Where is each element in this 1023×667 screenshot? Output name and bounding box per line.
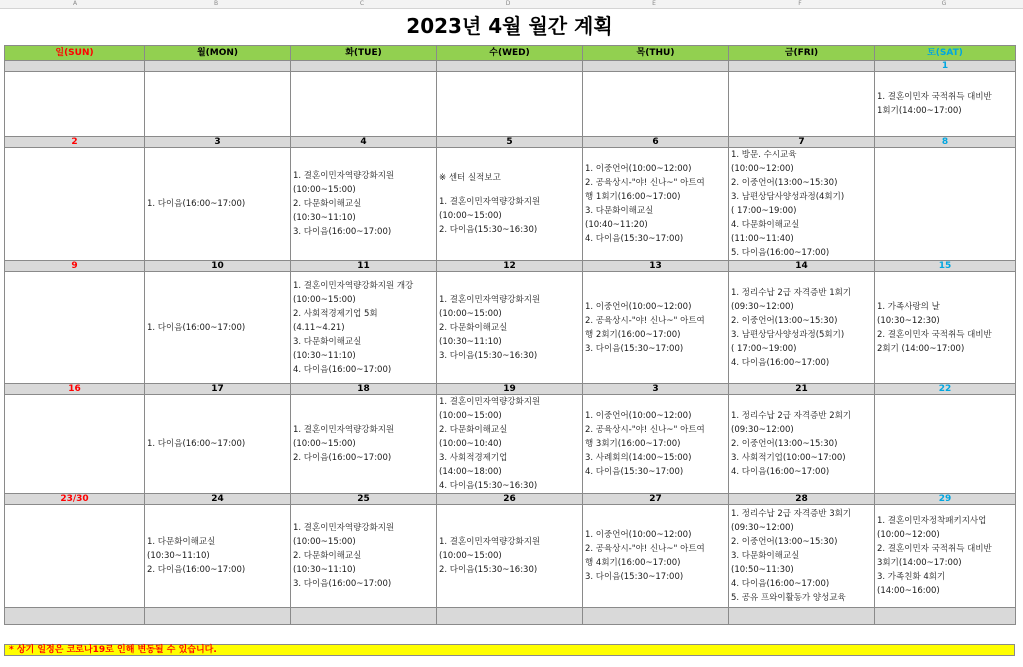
date-number-cell[interactable]: 5	[437, 137, 583, 148]
event-line: 1. 결혼이민자역량강화지원	[293, 523, 395, 533]
date-number-cell[interactable]: 3	[145, 137, 291, 148]
event-cell[interactable]	[729, 505, 875, 608]
event-line: (10:00~15:00)	[439, 411, 502, 421]
event-line: (10:00~15:00)	[293, 537, 356, 547]
event-line: 2. 다이음(16:00~17:00)	[293, 453, 392, 463]
event-line: (10:40~11:20)	[585, 220, 648, 230]
event-cell[interactable]	[5, 272, 145, 384]
event-line: (10:00~15:00)	[293, 439, 356, 449]
date-number-cell[interactable]	[583, 61, 729, 72]
date-number-cell[interactable]: 21	[729, 384, 875, 395]
event-line: 3. 다이음(15:30~16:30)	[439, 350, 538, 361]
event-cell[interactable]	[145, 148, 291, 261]
event-line: 1. 결혼이민자역량강화지원	[439, 294, 541, 305]
weekday-header-cell[interactable]: 화(TUE)	[291, 46, 437, 61]
event-line: 2. 이중언어(13:00~15:30)	[731, 537, 838, 547]
event-line: 3. 다문화이해교실	[585, 206, 654, 216]
date-number-cell[interactable]: 27	[583, 494, 729, 505]
event-line: 3회기(14:00~17:00)	[877, 558, 962, 568]
event-row	[5, 148, 1016, 261]
date-number-cell[interactable]: 9	[5, 261, 145, 272]
event-line: 1. 다이음(16:00~17:00)	[147, 322, 246, 333]
event-cell[interactable]	[291, 505, 437, 608]
event-line: 1. 정리수납 2급 자격증반 1회기	[731, 287, 852, 298]
date-number-cell[interactable]	[729, 61, 875, 72]
date-number-cell[interactable]: 2	[5, 137, 145, 148]
date-number-cell[interactable]: 14	[729, 261, 875, 272]
empty-cell[interactable]	[5, 608, 145, 625]
event-cell[interactable]	[437, 272, 583, 384]
date-number-cell[interactable]: 3	[583, 384, 729, 395]
event-cell[interactable]	[291, 272, 437, 384]
date-number-cell[interactable]: 8	[875, 137, 1016, 148]
event-line: 4. 다이음(15:30~17:00)	[585, 467, 684, 477]
event-line: (10:00~15:00)	[439, 308, 502, 319]
weekday-header-cell[interactable]: 일(SUN)	[5, 46, 145, 61]
event-line: 3. 남편상담사양성과정(4회기)	[731, 192, 845, 202]
event-cell[interactable]	[437, 395, 583, 494]
date-number-cell[interactable]: 11	[291, 261, 437, 272]
event-line: 1. 다이음(16:00~17:00)	[147, 199, 246, 209]
date-number-cell[interactable]: 26	[437, 494, 583, 505]
date-number-row	[5, 61, 1016, 72]
empty-cell[interactable]	[875, 608, 1016, 625]
event-line: 1. 다문화이해교실	[147, 537, 216, 547]
date-number-cell[interactable]	[145, 61, 291, 72]
date-number-cell[interactable]	[437, 61, 583, 72]
event-line: 3. 사회적기업(10:00~17:00)	[731, 453, 846, 463]
event-cell[interactable]	[5, 395, 145, 494]
event-line: 행 1회기(16:00~17:00)	[585, 192, 681, 202]
event-line: 1. 이중언어(10:00~12:00)	[585, 411, 692, 421]
event-line: ※ 센터 실적보고	[439, 173, 501, 183]
event-line: 1. 결혼이민자정착패키지사업	[877, 516, 987, 526]
event-row	[5, 72, 1016, 137]
date-number-cell[interactable]: 19	[437, 384, 583, 395]
date-number-cell[interactable]: 17	[145, 384, 291, 395]
event-line: 1. 정리수납 2급 자격증반 3회기	[731, 509, 852, 519]
event-cell[interactable]	[291, 148, 437, 261]
event-cell[interactable]	[5, 72, 145, 137]
column-letter: G	[941, 0, 947, 7]
event-row	[5, 272, 1016, 384]
event-line: 2. 이중언어(13:00~15:30)	[731, 439, 838, 449]
event-line: 3. 사회적경제기업	[439, 453, 508, 463]
event-line: 3. 남편상담사양성과정(5회기)	[731, 329, 845, 340]
event-line: 3. 다이음(16:00~17:00)	[293, 579, 392, 589]
empty-cell[interactable]	[583, 608, 729, 625]
date-number-cell[interactable]: 28	[729, 494, 875, 505]
event-line: 2. 공육상시-"야! 신나~" 아트여	[585, 544, 705, 554]
event-line	[439, 185, 582, 195]
event-line: 2. 이중언어(13:00~15:30)	[731, 178, 838, 188]
event-cell[interactable]	[583, 505, 729, 608]
event-line: (10:00~10:40)	[439, 439, 502, 449]
event-line: (10:00~15:00)	[439, 551, 502, 561]
event-cell[interactable]	[145, 72, 291, 137]
event-cell[interactable]	[291, 395, 437, 494]
event-cell[interactable]	[875, 272, 1016, 384]
event-line: 3. 다이음(15:30~17:00)	[585, 343, 684, 354]
notice-banner: * 상기 일정은 코로나19로 인해 변동될 수 있습니다.	[4, 644, 1015, 656]
date-number-row	[5, 261, 1016, 272]
event-row	[5, 505, 1016, 608]
event-line: 4. 다이음(16:00~17:00)	[731, 579, 830, 589]
event-line: 2. 다이음(15:30~16:30)	[439, 565, 538, 575]
event-line: 5. 다이음(16:00~17:00)	[731, 248, 830, 258]
event-line: 1. 이중언어(10:00~12:00)	[585, 164, 692, 174]
event-line: 2. 다문화이해교실	[439, 322, 508, 333]
weekday-header-row	[5, 46, 1016, 61]
event-line: 2. 공육상시-"야! 신나~" 아트여	[585, 178, 705, 188]
event-line: 2. 다이음(15:30~16:30)	[439, 225, 538, 235]
date-number-cell[interactable]: 6	[583, 137, 729, 148]
event-cell[interactable]	[437, 505, 583, 608]
event-line: (10:30~12:30)	[877, 315, 940, 326]
event-line: 3. 다이음(16:00~17:00)	[293, 227, 392, 237]
date-number-cell[interactable]: 12	[437, 261, 583, 272]
event-line: 3. 다문화이해교실	[293, 336, 362, 347]
event-line: 2. 결혼이민자 국적취득 대비반	[877, 329, 992, 340]
event-line: (14:00~18:00)	[439, 467, 502, 477]
event-line: 행 3회기(16:00~17:00)	[585, 439, 681, 449]
event-line: (10:00~12:00)	[731, 164, 794, 174]
event-line: 2. 다문화이해교실	[439, 425, 508, 435]
column-letter: B	[213, 0, 219, 7]
event-line: 1. 결혼이민자역량강화지원	[439, 197, 541, 207]
event-line: (10:30~11:10)	[147, 551, 210, 561]
date-number-cell[interactable]: 22	[875, 384, 1016, 395]
event-cell[interactable]	[437, 72, 583, 137]
event-line: 1. 방문. 수시교육	[731, 150, 797, 160]
event-line: 2. 이중언어(13:00~15:30)	[731, 315, 838, 326]
event-line: (10:00~15:00)	[293, 294, 356, 305]
event-line: 3. 다문화이해교실	[731, 551, 800, 561]
event-line: 2. 공육상시-"야! 신나~" 아트여	[585, 425, 705, 435]
date-number-cell[interactable]: 1	[875, 61, 1016, 72]
event-line: (10:30~11:10)	[293, 350, 356, 361]
event-line: 1. 결혼이민자역량강화지원	[293, 171, 395, 181]
event-line: 2. 공육상시-"야! 신나~" 아트여	[585, 315, 705, 326]
event-line: 1. 다이음(16:00~17:00)	[147, 439, 246, 449]
event-cell[interactable]	[583, 148, 729, 261]
date-number-row	[5, 384, 1016, 395]
empty-cell[interactable]	[437, 608, 583, 625]
date-number-cell[interactable]: 16	[5, 384, 145, 395]
event-line: (10:00~15:00)	[293, 185, 356, 195]
trailing-gray-row	[5, 608, 1016, 625]
event-cell[interactable]	[875, 148, 1016, 261]
event-row	[5, 395, 1016, 494]
event-cell[interactable]	[145, 505, 291, 608]
event-line: 1. 결혼이민자 국적취득 대비반	[877, 92, 992, 102]
date-number-cell[interactable]: 10	[145, 261, 291, 272]
empty-cell[interactable]	[291, 608, 437, 625]
event-line: 5. 공유 프와이활동가 양성교육	[731, 593, 846, 603]
event-cell[interactable]	[291, 72, 437, 137]
event-line: (11:00~11:40)	[731, 234, 794, 244]
event-line: (09:30~12:00)	[731, 425, 794, 435]
event-line: 3. 가족친화 4회기	[877, 572, 946, 582]
event-line: 4. 다이음(16:00~17:00)	[731, 467, 830, 477]
event-cell[interactable]	[729, 395, 875, 494]
date-number-cell[interactable]: 18	[291, 384, 437, 395]
event-line: 2. 다이음(16:00~17:00)	[147, 565, 246, 575]
date-number-cell[interactable]: 23/30	[5, 494, 145, 505]
date-number-row	[5, 137, 1016, 148]
event-line: 2회기 (14:00~17:00)	[877, 343, 965, 354]
column-letter: E	[652, 0, 656, 7]
event-line: (10:00~12:00)	[877, 530, 940, 540]
event-line: 1. 결혼이민자역량강화지원	[439, 537, 541, 547]
event-line: 3. 사례회의(14:00~15:00)	[585, 453, 692, 463]
event-cell[interactable]	[729, 72, 875, 137]
weekday-header-cell[interactable]: 토(SAT)	[875, 46, 1016, 61]
event-line: 4. 다이음(15:30~16:30)	[439, 481, 538, 491]
event-cell[interactable]	[583, 272, 729, 384]
event-line: 1. 결혼이민자역량강화지원	[293, 425, 395, 435]
empty-cell[interactable]	[145, 608, 291, 625]
page-title: 2023년 4월 월간 계획	[406, 14, 613, 38]
event-cell[interactable]	[875, 505, 1016, 608]
event-cell[interactable]	[875, 72, 1016, 137]
column-letter: C	[359, 0, 365, 7]
event-line: 2. 다문화이해교실	[293, 199, 362, 209]
event-cell[interactable]	[145, 395, 291, 494]
event-cell[interactable]	[145, 272, 291, 384]
date-number-cell[interactable]	[291, 61, 437, 72]
event-line: (10:30~11:10)	[439, 336, 502, 347]
event-line: 4. 다문화이해교실	[731, 220, 800, 230]
event-line: ( 17:00~19:00)	[731, 206, 797, 216]
event-line: (10:30~11:10)	[293, 565, 356, 575]
event-line: (09:30~12:00)	[731, 523, 794, 533]
event-cell[interactable]	[5, 505, 145, 608]
date-number-cell[interactable]: 25	[291, 494, 437, 505]
date-number-cell[interactable]	[5, 61, 145, 72]
date-number-cell[interactable]: 13	[583, 261, 729, 272]
date-number-cell[interactable]: 7	[729, 137, 875, 148]
event-line: (09:30~12:00)	[731, 301, 794, 312]
empty-cell[interactable]	[729, 608, 875, 625]
weekday-header-cell[interactable]: 수(WED)	[437, 46, 583, 61]
weekday-header-cell[interactable]: 목(THU)	[583, 46, 729, 61]
event-line: 4. 다이음(16:00~17:00)	[293, 364, 392, 375]
event-line: 3. 다이음(15:30~17:00)	[585, 572, 684, 582]
date-number-cell[interactable]: 4	[291, 137, 437, 148]
event-cell[interactable]	[583, 72, 729, 137]
event-line: 2. 사회적경제기업 5회	[293, 308, 378, 319]
date-number-row	[5, 494, 1016, 505]
event-line: (14:00~16:00)	[877, 586, 940, 596]
event-line: 1. 결혼이민자역량강화지원	[439, 397, 541, 407]
event-line: 행 4회기(16:00~17:00)	[585, 558, 681, 568]
event-line: 1. 결혼이민자역량강화지원 개강	[293, 280, 414, 291]
event-cell[interactable]	[729, 148, 875, 261]
column-letter: F	[798, 0, 802, 7]
event-line: 4. 다이음(15:30~17:00)	[585, 234, 684, 244]
event-line: 4. 다이음(16:00~17:00)	[731, 357, 830, 368]
date-number-cell[interactable]: 29	[875, 494, 1016, 505]
event-line: 1. 이중언어(10:00~12:00)	[585, 530, 692, 540]
event-line: (10:50~11:30)	[731, 565, 794, 575]
date-number-cell[interactable]: 15	[875, 261, 1016, 272]
event-cell[interactable]	[875, 395, 1016, 494]
column-letter: D	[505, 0, 511, 7]
event-cell[interactable]	[583, 395, 729, 494]
event-line: 1. 가족사랑의 날	[877, 301, 940, 312]
weekday-header-cell[interactable]: 월(MON)	[145, 46, 291, 61]
event-cell[interactable]	[729, 272, 875, 384]
event-line: 2. 결혼이민자 국적취득 대비반	[877, 544, 992, 554]
column-letter: A	[72, 0, 78, 7]
event-line: ( 17:00~19:00)	[731, 343, 797, 354]
date-number-cell[interactable]: 24	[145, 494, 291, 505]
event-line: 1. 이중언어(10:00~12:00)	[585, 301, 692, 312]
event-line: 행 2회기(16:00~17:00)	[585, 329, 681, 340]
event-line: 1회기(14:00~17:00)	[877, 106, 962, 116]
event-cell[interactable]	[5, 148, 145, 261]
event-line: 1. 정리수납 2급 자격증반 2회기	[731, 411, 852, 421]
event-cell[interactable]	[437, 148, 583, 261]
event-line: (4.11~4.21)	[293, 322, 345, 333]
event-line: (10:00~15:00)	[439, 211, 502, 221]
weekday-header-cell[interactable]: 금(FRI)	[729, 46, 875, 61]
event-line: (10:30~11:10)	[293, 213, 356, 223]
monthly-calendar	[4, 45, 1016, 625]
event-line: 2. 다문화이해교실	[293, 551, 362, 561]
